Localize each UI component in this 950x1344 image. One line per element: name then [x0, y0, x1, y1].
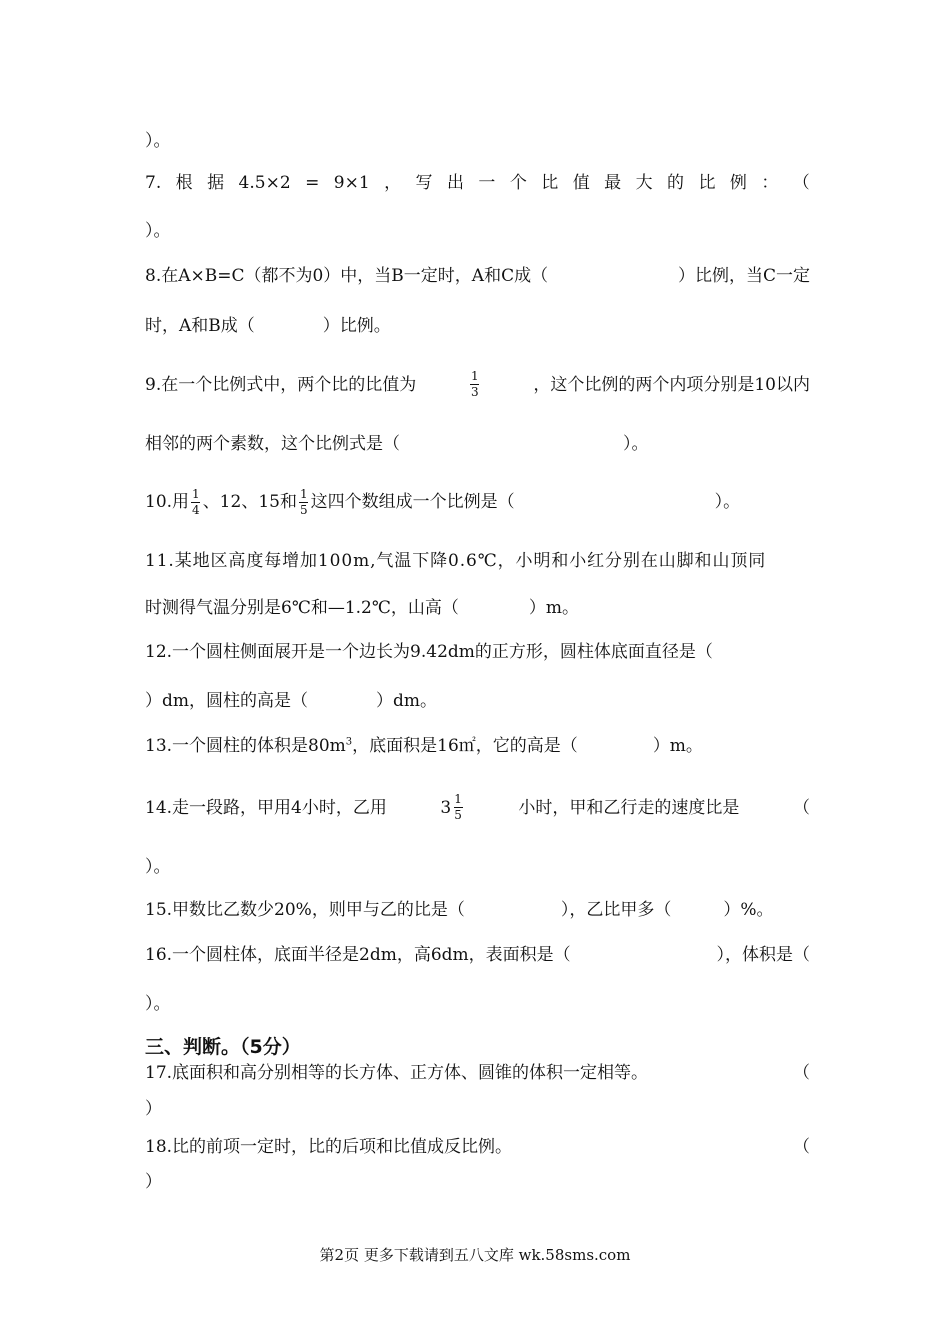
q7-word: 出: [446, 173, 464, 193]
q8-text-c: 时，A和B成（: [145, 316, 255, 336]
q7-word: 比: [541, 173, 559, 193]
q14-text-b: 小时，甲和乙行走的速度比是: [518, 797, 740, 818]
q16-line1: [145, 944, 810, 966]
q13-text-b: ，底面积是16㎡，它的高是（: [352, 736, 578, 756]
q14-mixed-number: [440, 793, 464, 822]
q7-word: 最: [604, 173, 622, 193]
q14-end: ）。: [145, 857, 171, 877]
q11-line2: [145, 597, 810, 619]
q15-text-c: ）%。: [723, 900, 774, 920]
q13-superscript: 3: [345, 736, 353, 748]
q8-line1: [145, 265, 810, 287]
q9-frac-num: 1: [470, 369, 479, 383]
q14-line1: [145, 793, 810, 822]
q8-text-d: ）比例。: [322, 316, 391, 336]
q7-word: 根: [175, 173, 193, 193]
q7-word: （: [792, 173, 810, 193]
q18-open-paren: （: [793, 1137, 810, 1157]
q7-line1: [145, 172, 810, 194]
q6-end: ）。: [145, 131, 171, 151]
q7-word: ：: [761, 173, 779, 193]
q17-line: [145, 1062, 810, 1084]
q16-end: ）。: [145, 994, 171, 1014]
q10-f2-num: 1: [299, 487, 308, 501]
q16-text-a: 16.一个圆柱体，底面半径是2dm，高6dm，表面积是（: [145, 945, 571, 965]
q7-word: 一: [478, 173, 496, 193]
q9-fraction: [470, 370, 480, 399]
q7-word: 比: [698, 173, 716, 193]
q10-f1-num: 1: [192, 487, 200, 501]
q10-f2-den: 5: [299, 503, 308, 517]
q14-text-a: 14.走一段路，甲用4小时，乙用: [145, 797, 387, 818]
q18-text: 18.比的前项一定时，比的后项和比值成反比例。: [145, 1137, 513, 1157]
q10-text-b: 、12、15和: [202, 492, 297, 512]
q10-f1-den: 4: [192, 503, 200, 517]
q15-line: [145, 899, 810, 921]
q12-text-c: ）dm。: [376, 691, 438, 711]
q11-text-b: 时测得气温分别是6℃和—1.2℃，山高（: [145, 598, 459, 618]
q14-fraction: [453, 793, 463, 822]
q17-open-paren: （: [793, 1063, 810, 1083]
q16-text-b: ），体积是（: [716, 945, 810, 965]
q9-text-d: ）。: [623, 434, 649, 454]
q15-text-b: ），乙比甲多（: [560, 900, 672, 920]
page-footer: 第2页 更多下载请到五八文库 wk.58sms.com: [319, 1246, 631, 1264]
q17-text: 17.底面积和高分别相等的长方体、正方体、圆锥的体积一定相等。: [145, 1063, 649, 1083]
q13-text-a: 13.一个圆柱的体积是80m: [145, 736, 346, 756]
q7-end: ）。: [145, 221, 171, 241]
q17-close-paren: ）: [145, 1099, 162, 1119]
q7-word: 个: [509, 173, 527, 193]
q7-word: =: [305, 173, 320, 193]
q12-line1: 12.一个圆柱侧面展开是一个边长为9.42dm的正方形，圆柱体底面直径是（: [145, 642, 713, 662]
q8-text-a: 8.在A×B=C（都不为0）中，当B一定时，A和C成（: [145, 266, 549, 286]
q11-line1: 11.某地区高度每增加100m,气温下降0.6℃，小明和小红分别在山脚和山顶同: [145, 551, 767, 571]
q7-word: 值: [572, 173, 590, 193]
q9-text-a: 9.在一个比例式中，两个比的比值为: [145, 374, 417, 395]
section-heading: 三、判断。（5分）: [145, 1036, 301, 1058]
q8-text-b: ）比例，当C一定: [677, 266, 810, 286]
q9-frac-den: 3: [470, 385, 479, 399]
q10-text-a: 10.用: [145, 492, 190, 512]
q14-frac-den: 5: [454, 808, 462, 822]
q14-text-c: （: [792, 797, 810, 818]
q7-word: 9×1: [333, 173, 370, 193]
q7-word: 例: [729, 173, 747, 193]
q7-word: ，: [384, 173, 402, 193]
q18-line: [145, 1136, 810, 1158]
q13-text-c: ）m。: [652, 736, 703, 756]
q11-text-c: ）m。: [528, 598, 580, 618]
q10-text-c: 这四个数组成一个比例是（: [310, 492, 515, 512]
q7-word: 的: [667, 173, 685, 193]
q9-line2: [145, 433, 810, 455]
q9-text-b: ，这个比例的两个内项分别是10以内: [533, 374, 810, 395]
q7-word: 大: [635, 173, 653, 193]
q9-line1: [145, 370, 810, 399]
q12-line2: [145, 690, 810, 712]
q10-fraction-2: [299, 488, 309, 517]
q14-whole: 3: [440, 797, 452, 818]
q7-word: 7.: [145, 173, 162, 193]
q7-word: 4.5×2: [238, 173, 291, 193]
q10-line: [145, 488, 810, 517]
q13-line: [145, 735, 810, 757]
q7-word: 据: [207, 173, 225, 193]
q9-text-c: 相邻的两个素数，这个比例式是（: [145, 434, 400, 454]
q18-close-paren: ）: [145, 1172, 162, 1192]
q12-text-b: ）dm，圆柱的高是（: [145, 691, 309, 711]
q14-frac-num: 1: [454, 792, 462, 806]
q10-fraction-1: [191, 488, 201, 517]
q10-text-d: ）。: [714, 492, 741, 512]
q15-text-a: 15.甲数比乙数少20%，则甲与乙的比是（: [145, 900, 465, 920]
q7-word: 写: [415, 173, 433, 193]
q8-line2: [145, 315, 810, 337]
